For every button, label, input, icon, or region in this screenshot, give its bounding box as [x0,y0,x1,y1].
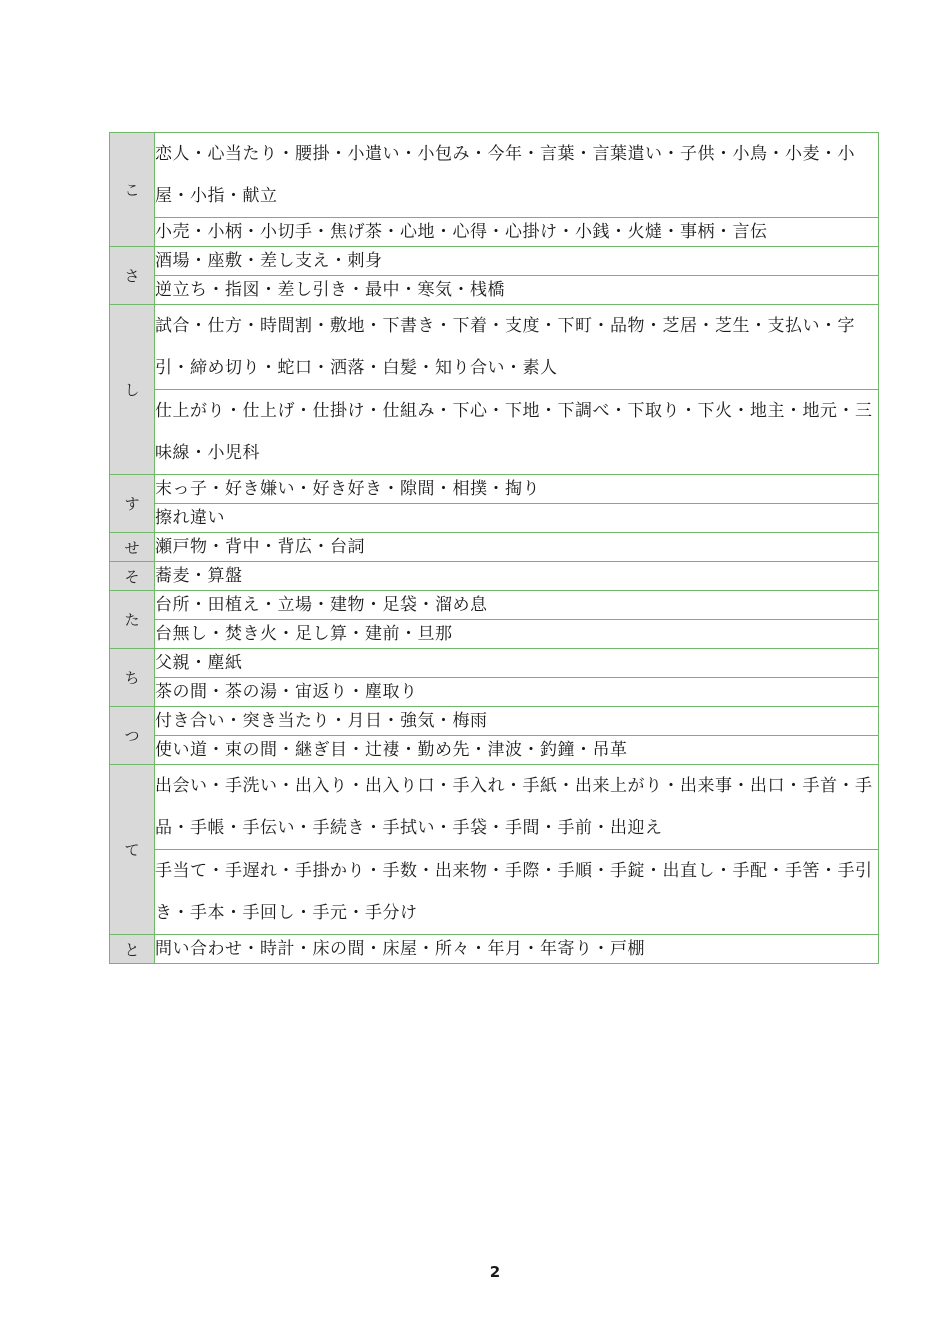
vocabulary-cell: 恋人・心当たり・腰掛・小遣い・小包み・今年・言葉・言葉遣い・子供・小鳥・小麦・小屋・小指・献立 [155,133,879,218]
vocabulary-cell: 試合・仕方・時間割・敷地・下書き・下着・支度・下町・品物・芝居・芝生・支払い・字引・締め切り・蛇口・洒落・白髪・知り合い・素人 [155,305,879,390]
vocabulary-table [109,132,879,964]
vocabulary-cell: 出会い・手洗い・出入り・出入り口・手入れ・手紙・出来上がり・出来事・出口・手首・手品・手帳・手伝い・手続き・手拭い・手袋・手間・手前・出迎え [155,765,879,850]
kana-heading-cell: し [110,305,155,475]
table-row [110,736,879,765]
table-row [110,707,879,736]
table-row [110,533,879,562]
vocabulary-cell: 父親・塵紙 [155,649,879,678]
vocabulary-table-body [110,133,879,964]
kana-heading-cell: せ [110,533,155,562]
kana-heading-cell: た [110,591,155,649]
table-row [110,620,879,649]
kana-heading-cell: と [110,935,155,964]
kana-heading-cell: こ [110,133,155,247]
kana-heading-cell: て [110,765,155,935]
kana-heading-cell: ち [110,649,155,707]
vocabulary-cell: 台無し・焚き火・足し算・建前・旦那 [155,620,879,649]
table-row [110,935,879,964]
kana-heading-cell: す [110,475,155,533]
vocabulary-cell: 瀬戸物・背中・背広・台詞 [155,533,879,562]
kana-heading-cell: さ [110,247,155,305]
vocabulary-cell: 台所・田植え・立場・建物・足袋・溜め息 [155,591,879,620]
page-number: 2 [489,1263,501,1281]
kana-heading-cell: つ [110,707,155,765]
vocabulary-cell: 付き合い・突き当たり・月日・強気・梅雨 [155,707,879,736]
vocabulary-cell: 小売・小柄・小切手・焦げ茶・心地・心得・心掛け・小銭・火燵・事柄・言伝 [155,218,879,247]
table-row [110,850,879,935]
vocabulary-cell: 末っ子・好き嫌い・好き好き・隙間・相撲・掏り [155,475,879,504]
table-row [110,562,879,591]
vocabulary-cell: 茶の間・茶の湯・宙返り・塵取り [155,678,879,707]
table-row [110,504,879,533]
vocabulary-cell: 擦れ違い [155,504,879,533]
table-row [110,247,879,276]
table-row [110,591,879,620]
table-row [110,678,879,707]
table-row [110,305,879,390]
kana-heading-cell: そ [110,562,155,591]
vocabulary-cell: 問い合わせ・時計・床の間・床屋・所々・年月・年寄り・戸棚 [155,935,879,964]
table-row [110,475,879,504]
table-row [110,133,879,218]
table-row [110,276,879,305]
vocabulary-cell: 使い道・束の間・継ぎ目・辻褄・勤め先・津波・釣鐘・吊革 [155,736,879,765]
table-row [110,765,879,850]
table-row [110,649,879,678]
vocabulary-cell: 手当て・手遅れ・手掛かり・手数・出来物・手際・手順・手錠・出直し・手配・手筈・手引き・手本・手回し・手元・手分け [155,850,879,935]
vocabulary-cell: 逆立ち・指図・差し引き・最中・寒気・桟橋 [155,276,879,305]
table-row [110,390,879,475]
vocabulary-cell: 酒場・座敷・差し支え・刺身 [155,247,879,276]
vocabulary-cell: 仕上がり・仕上げ・仕掛け・仕組み・下心・下地・下調べ・下取り・下火・地主・地元・三味線・小児科 [155,390,879,475]
vocabulary-cell: 蕎麦・算盤 [155,562,879,591]
table-row [110,218,879,247]
